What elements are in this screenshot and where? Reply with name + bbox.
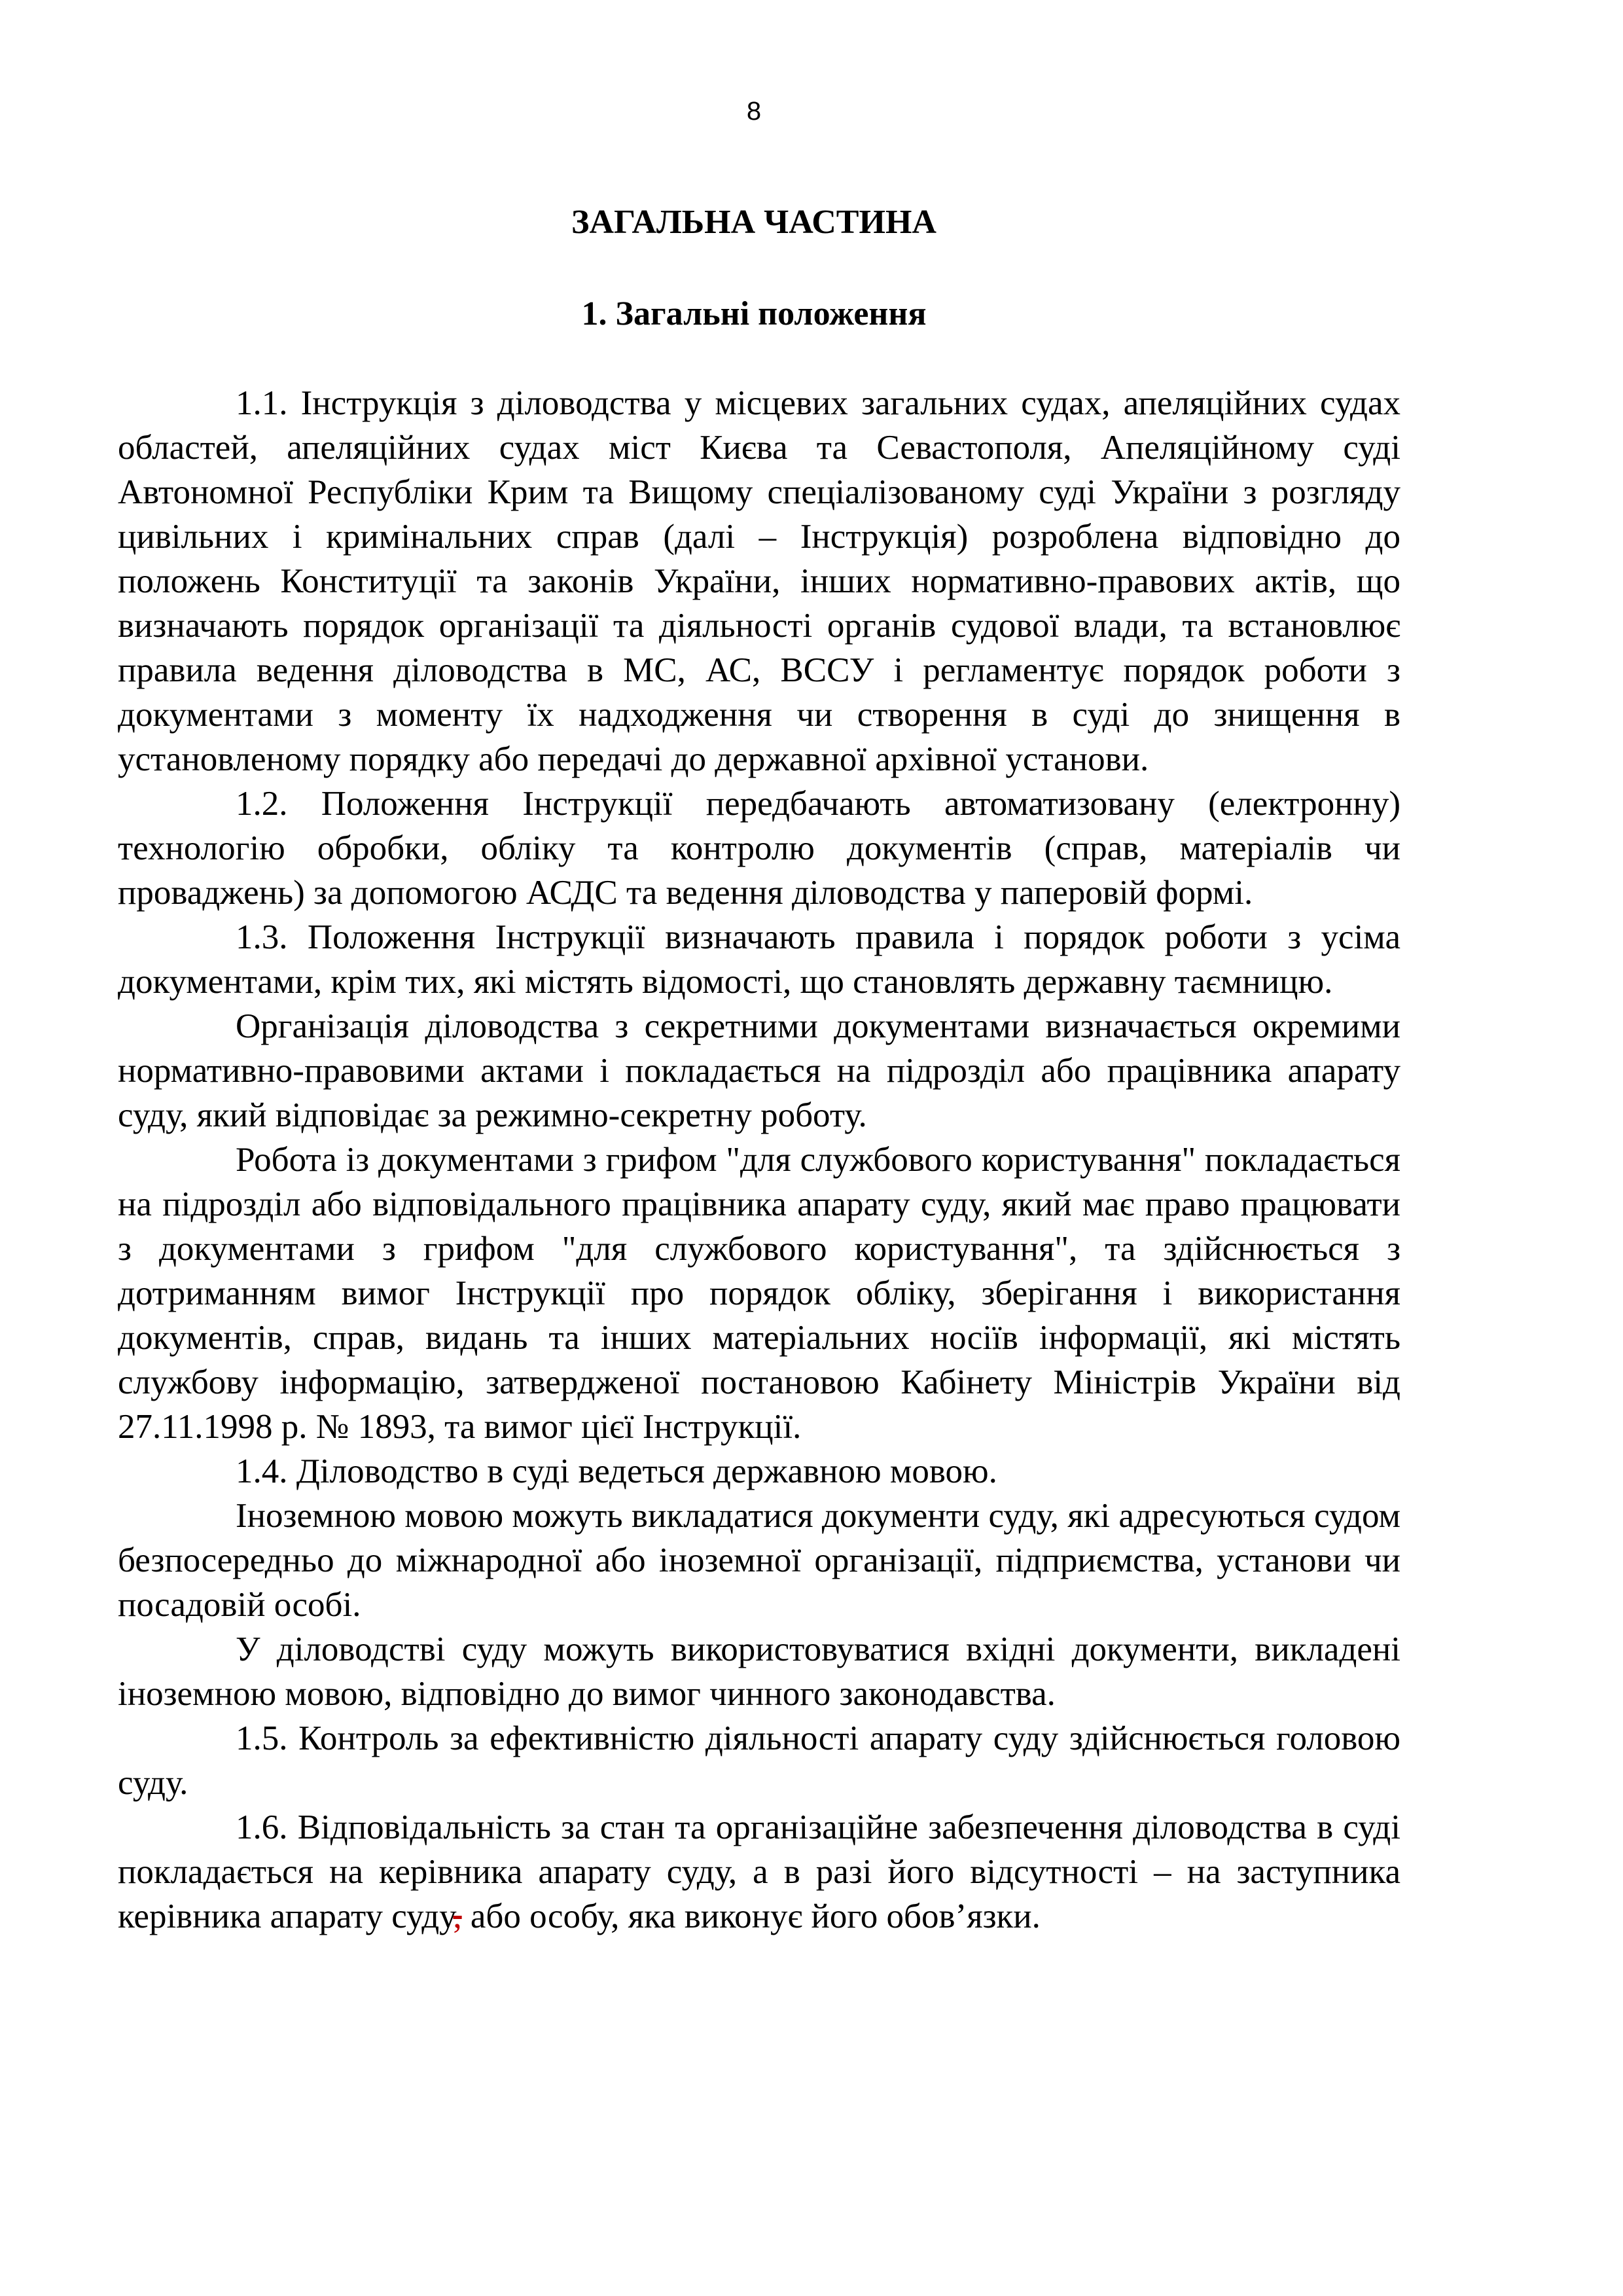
paragraph-incoming-documents: У діловодстві суду можуть використовуватися вхідні документи, викладені іноземною мовою, відповідно до вимог чинного законодавства.	[118, 1630, 1400, 1713]
subsection-heading: 1. Загальні положення	[581, 295, 927, 332]
paragraph-1-6-ending: або особу, яка виконує його обов’язки.	[461, 1897, 1041, 1935]
paragraph-1-3: 1.3. Положення Інструкції визначають правила і порядок роботи з усіма документами, крім тих, які містять відомості, що становлять державну таємницю.	[118, 918, 1400, 1001]
paragraph-secret-documents: Організація діловодства з секретними документами визначається окремими нормативно-правовими актами і покладається на підрозділ або працівника апарату суду, який відповідає за режимно-секретну роботу.	[118, 1007, 1400, 1134]
document-body	[118, 381, 1400, 1939]
tracked-deletion-mark: ,	[453, 1897, 462, 1935]
section-heading: ЗАГАЛЬНА ЧАСТИНА	[571, 204, 936, 241]
paragraph-1-4: 1.4. Діловодство в суді ведеться державною мовою.	[236, 1452, 997, 1490]
paragraph-1-1: 1.1. Інструкція з діловодства у місцевих загальних судах, апеляційних судах областей, апеляційних судах міст Києва та Севастополя, Апеляційному суді Автономної Республіки Крим та Вищому спеціалізованому суді України з розгляду цивільних і кримінальних справ (далі – Інструкція) розроблена відповідно до положень Конституції та законів України, інших нормативно-правових актів, що визначають порядок організації та діяльності органів судової влади, та встановлює правила ведення діловодства в МС, АС, ВССУ і регламентує порядок роботи з документами з моменту їх надходження чи створення в суді до знищення в установленому порядку або передачі до державної архівної установи.	[118, 384, 1400, 778]
paragraph-official-use: Робота із документами з грифом "для службового користування" покладається на підрозділ або відповідального працівника апарату суду, який має право працювати з документами з грифом "для службового користування", та здійснюється з дотриманням вимог Інструкції про порядок обліку, зберігання і використання документів, справ, видань та інших матеріальних носіїв інформації, які містять службову інформацію, затвердженої постановою Кабінету Міністрів України від 27.11.1998 р. № 1893, та вимог цієї Інструкції.	[118, 1141, 1400, 1446]
paragraph-foreign-language: Іноземною мовою можуть викладатися документи суду, які адресуються судом безпосередньо до міжнародної або іноземної організації, підприємства, установи чи посадовій особі.	[118, 1497, 1400, 1624]
paragraph-1-6-text: 1.6. Відповідальність за стан та організаційне забезпечення діловодства в суді покладається на керівника апарату суду, а в разі його відсутності – на заступника керівника апарату суду	[118, 1808, 1400, 1935]
paragraph-1-2: 1.2. Положення Інструкції передбачають автоматизовану (електронну) технологію обробки, обліку та контролю документів (справ, матеріалів чи проваджень) за допомогою АСДС та ведення діловодства у паперовій формі.	[118, 785, 1400, 912]
paragraph-1-5: 1.5. Контроль за ефективністю діяльності апарату суду здійснюється головою суду.	[118, 1719, 1400, 1802]
paragraph-1-6	[118, 1805, 1400, 1939]
page-number: 8	[746, 97, 762, 126]
